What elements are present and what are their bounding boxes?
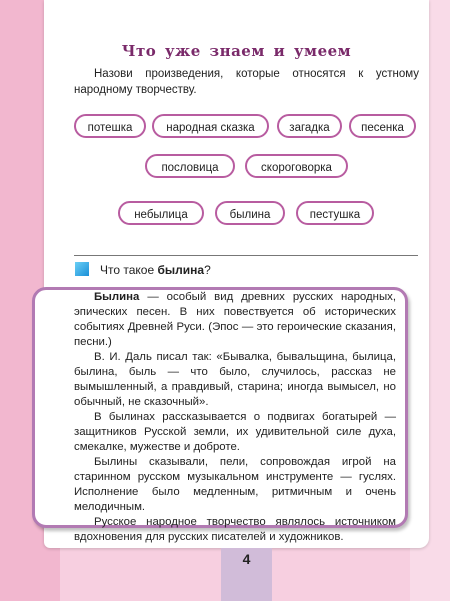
- section-divider: [74, 255, 418, 256]
- page-number: 4: [242, 551, 251, 567]
- paragraph-3: В былинах рассказывается о подвигах богатырей — защитников Русской земли, их удивительной силе духа, смекалке, мужестве и доброте.: [74, 411, 396, 453]
- tag-skorogovorka[interactable]: скороговорка: [245, 154, 348, 178]
- paragraph-1: Былина — особый вид древних русских народных, эпических песен. В них повествуется об исторических событиях Древней Руси. (Эпос — это героические сказания, песни.): [74, 291, 396, 348]
- page-title: Что уже знаем и умеем: [121, 42, 352, 60]
- info-box-text: [74, 290, 396, 545]
- tag-nebylitsa[interactable]: небылица: [118, 201, 204, 225]
- paragraph-2: В. И. Даль писал так: «Бывалка, бывальщина, былица, былина, быль — что было, случилось, рассказ не вымышленный, а правдивый, старина; иногда вымысел, но обычный, не сказочный».: [74, 351, 396, 408]
- paragraph-4: Былины сказывали, пели, сопровождая игрой на старинном русском музыкальном инструменте — гуслях. Исполнение было медленным, ритмичным и очень мелодичным.: [74, 456, 396, 513]
- paragraph-5: Русское народное творчество являлось источником вдохновения для русских писателей и художников.: [74, 516, 396, 543]
- question-text: Что такое былина?: [100, 263, 211, 277]
- tag-poteshka[interactable]: потешка: [74, 114, 146, 138]
- tag-pesenka[interactable]: песенка: [349, 114, 416, 138]
- tag-poslovitsa[interactable]: пословица: [145, 154, 235, 178]
- question-marker-icon: [75, 262, 89, 276]
- task-text: Назови произведения, которые относятся к устному народному творчеству.: [74, 68, 419, 96]
- tag-bylina[interactable]: былина: [215, 201, 285, 225]
- tag-pestushka[interactable]: пестушка: [296, 201, 374, 225]
- tag-zagadka[interactable]: загадка: [277, 114, 342, 138]
- tag-narodnaya-skazka[interactable]: народная сказка: [152, 114, 269, 138]
